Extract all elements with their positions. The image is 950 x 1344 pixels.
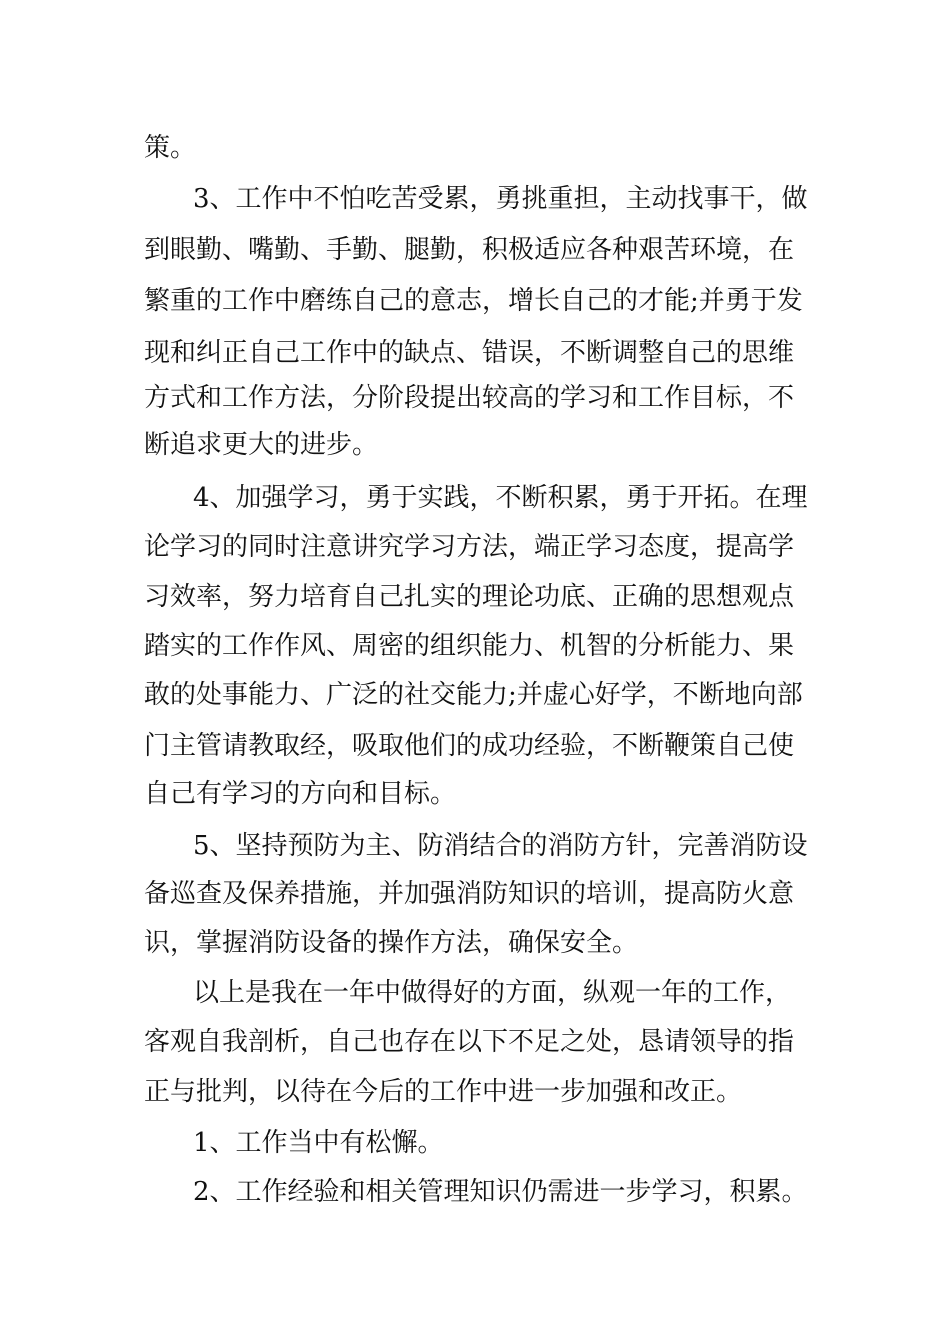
text-line: 2、工作经验和相关管理知识仍需进一步学习，积累。 [193, 1177, 808, 1207]
text-line: 门主管请教取经，吸取他们的成功经验，不断鞭策自己使 [144, 731, 795, 761]
text-line: 识，掌握消防设备的操作方法，确保安全。 [144, 928, 639, 958]
text-line: 论学习的同时注意讲究学习方法，端正学习态度，提高学 [144, 532, 795, 562]
text-line: 以上是我在一年中做得好的方面，纵观一年的工作， [193, 978, 792, 1008]
text-line: 自己有学习的方向和目标。 [144, 779, 457, 809]
text-line: 正与批判，以待在今后的工作中进一步加强和改正。 [144, 1077, 743, 1107]
text-line: 客观自我剖析，自己也存在以下不足之处，恳请领导的指 [144, 1027, 795, 1057]
text-line: 备巡查及保养措施，并加强消防知识的培训，提高防火意 [144, 879, 795, 909]
text-line: 4、加强学习，勇于实践，不断积累，勇于开拓。在理 [193, 483, 808, 513]
text-line: 3、工作中不怕吃苦受累，勇挑重担，主动找事干，做 [193, 184, 808, 214]
text-line: 1、工作当中有松懈。 [193, 1128, 444, 1158]
text-line: 繁重的工作中磨练自己的意志，增长自己的才能;并勇于发 [144, 286, 803, 316]
text-line: 策。 [144, 133, 197, 163]
text-line: 断追求更大的进步。 [144, 430, 379, 460]
text-line: 现和纠正自己工作中的缺点、错误，不断调整自己的思维 [144, 338, 795, 368]
text-line: 敢的处事能力、广泛的社交能力;并虚心好学，不断地向部 [144, 680, 803, 710]
text-line: 方式和工作方法，分阶段提出较高的学习和工作目标，不 [144, 383, 795, 413]
text-line: 5、坚持预防为主、防消结合的消防方针，完善消防设 [193, 831, 808, 861]
text-line: 到眼勤、嘴勤、手勤、腿勤，积极适应各种艰苦环境，在 [144, 235, 795, 265]
text-line: 习效率，努力培育自己扎实的理论功底、正确的思想观点 [144, 582, 795, 612]
text-line: 踏实的工作作风、周密的组织能力、机智的分析能力、果 [144, 631, 795, 661]
